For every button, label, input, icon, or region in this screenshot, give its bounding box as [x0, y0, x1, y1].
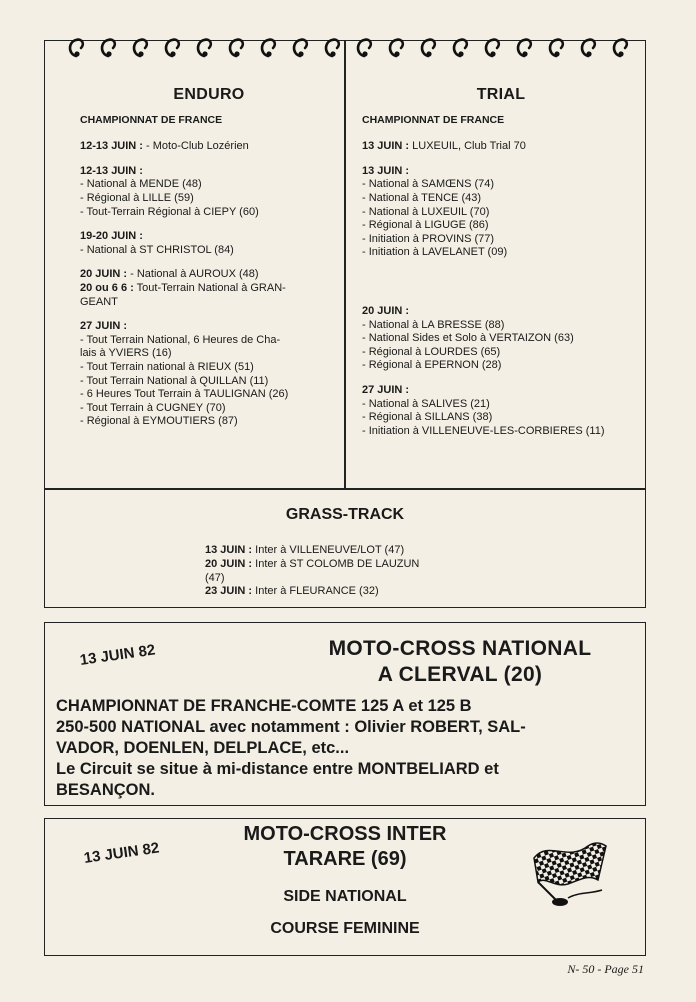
trial-entry	[362, 140, 640, 154]
entry-line: - National à LA BRESSE (88)	[362, 318, 505, 331]
enduro-entry	[80, 282, 338, 309]
entry-line: - Régional à EPERNON (28)	[362, 359, 502, 372]
enduro-entry	[80, 268, 338, 282]
entry-line: - Régional à SILLANS (38)	[362, 411, 493, 424]
enduro-column	[80, 88, 338, 440]
motocross-national-title	[300, 636, 620, 688]
entry-line: LUXEUIL, Club Trial 70	[412, 140, 526, 153]
entry-date: 20 JUIN :	[80, 268, 128, 281]
entry-line: - Tout-Terrain Régional à CIEPY (60)	[80, 205, 259, 218]
section-divider	[44, 488, 646, 490]
entry-date: 12-13 JUIN :	[80, 140, 143, 153]
entry-line: - Tout Terrain National à QUILLAN (11)	[80, 374, 269, 387]
grass-track-list	[205, 544, 475, 599]
motocross-inter-title	[200, 822, 490, 872]
enduro-entry	[80, 140, 338, 154]
entry-line: - Moto-Club Lozérien	[146, 140, 249, 153]
title-line: TARARE (69)	[283, 848, 407, 870]
motocross-national-date: 13 JUIN 82	[78, 641, 157, 669]
page-folio: N- 50 - Page 51	[567, 962, 644, 976]
enduro-entry	[80, 230, 338, 257]
entry-date: 13 JUIN :	[362, 164, 410, 177]
entry-line: Inter à FLEURANCE (32)	[255, 585, 379, 598]
column-gap	[362, 271, 640, 305]
entry-line: - Régional à LILLE (59)	[80, 191, 194, 204]
entry-date: 20 JUIN :	[205, 557, 253, 570]
grass-track-title: GRASS-TRACK	[285, 506, 405, 523]
trial-entry	[362, 384, 640, 438]
title-line: MOTO-CROSS NATIONAL	[328, 637, 592, 660]
grass-track-entry	[205, 585, 475, 599]
motocross-inter-date: 13 JUIN 82	[82, 839, 161, 867]
title-line: A CLERVAL (20)	[377, 663, 543, 686]
enduro-title: ENDURO	[173, 86, 245, 103]
entry-date: 20 ou 6 6 :	[80, 281, 134, 294]
trial-entry	[362, 305, 640, 373]
body-line: Le Circuit se situe à mi-distance entre MONTBELIARD et	[56, 760, 499, 778]
entry-line: - 6 Heures Tout Terrain à TAULIGNAN (26)	[80, 388, 289, 401]
entry-date: 12-13 JUIN :	[80, 164, 143, 177]
entry-line: - National à SALIVES (21)	[362, 397, 490, 410]
entry-line: - National à ST CHRISTOL (84)	[80, 243, 234, 256]
entry-line: - National à MENDE (48)	[80, 178, 202, 191]
spiral-binding-icon	[68, 34, 638, 64]
trial-entry	[362, 165, 640, 260]
entry-line: - Tout Terrain national à RIEUX (51)	[80, 360, 254, 373]
entry-date: 13 JUIN :	[205, 544, 253, 556]
entry-line: - Initiation à VILLENEUVE-LES-CORBIERES (11)	[362, 424, 605, 437]
body-line: VADOR, DOENLEN, DELPLACE, etc...	[56, 739, 350, 757]
column-divider	[344, 40, 346, 489]
entry-line: - National à AUROUX (48)	[130, 268, 259, 281]
grass-track-entry	[205, 558, 475, 586]
course-feminine-label: COURSE FEMININE	[270, 920, 420, 937]
entry-line: - Régional à EYMOUTIERS (87)	[80, 415, 238, 428]
entry-line: - Initiation à LAVELANET (09)	[362, 246, 508, 259]
entry-line: - National Sides et Solo à VERTAIZON (63)	[362, 332, 574, 345]
entry-line: - Tout Terrain à CUGNEY (70)	[80, 401, 226, 414]
enduro-championship: CHAMPIONNAT DE FRANCE	[80, 113, 223, 126]
entry-line: GEANT	[80, 295, 118, 308]
entry-line: - Régional à LIGUGE (86)	[362, 219, 489, 232]
checkered-flag-icon	[528, 832, 612, 912]
side-national-label: SIDE NATIONAL	[283, 888, 407, 905]
entry-line: - Tout Terrain National, 6 Heures de Cha-	[80, 333, 281, 346]
entry-line: lais à YVIERS (16)	[80, 347, 172, 360]
trial-column	[362, 88, 640, 449]
entry-line: - National à SAMŒNS (74)	[362, 178, 495, 191]
entry-line: Inter à VILLENEUVE/LOT (47)	[255, 544, 405, 556]
entry-line: - Initiation à PROVINS (77)	[362, 232, 495, 245]
trial-championship: CHAMPIONNAT DE FRANCE	[362, 113, 505, 126]
entry-line: Inter à ST COLOMB DE LAUZUN	[255, 557, 420, 570]
entry-date: 13 JUIN :	[362, 140, 410, 153]
body-line: CHAMPIONNAT DE FRANCHE-COMTE 125 A et 125 B	[56, 697, 472, 715]
entry-date: 27 JUIN :	[80, 320, 128, 333]
entry-line: - National à LUXEUIL (70)	[362, 205, 490, 218]
entry-date: 23 JUIN :	[205, 585, 253, 598]
body-line: BESANÇON.	[56, 781, 156, 799]
trial-title: TRIAL	[476, 86, 526, 103]
entry-date: 19-20 JUIN :	[80, 230, 143, 243]
entry-line: - National à TENCE (43)	[362, 191, 482, 204]
entry-line: Tout-Terrain National à GRAN-	[136, 281, 286, 294]
enduro-entry	[80, 320, 338, 429]
enduro-entry	[80, 165, 338, 219]
grass-track-entry	[205, 544, 475, 558]
title-line: MOTO-CROSS INTER	[243, 823, 447, 845]
motocross-national-body	[56, 696, 646, 801]
entry-date: 20 JUIN :	[362, 304, 410, 317]
entry-line: (47)	[205, 571, 225, 584]
body-line: 250-500 NATIONAL avec notamment : Olivier ROBERT, SAL-	[56, 718, 526, 736]
entry-line: - Régional à LOURDES (65)	[362, 345, 501, 358]
entry-date: 27 JUIN :	[362, 383, 410, 396]
